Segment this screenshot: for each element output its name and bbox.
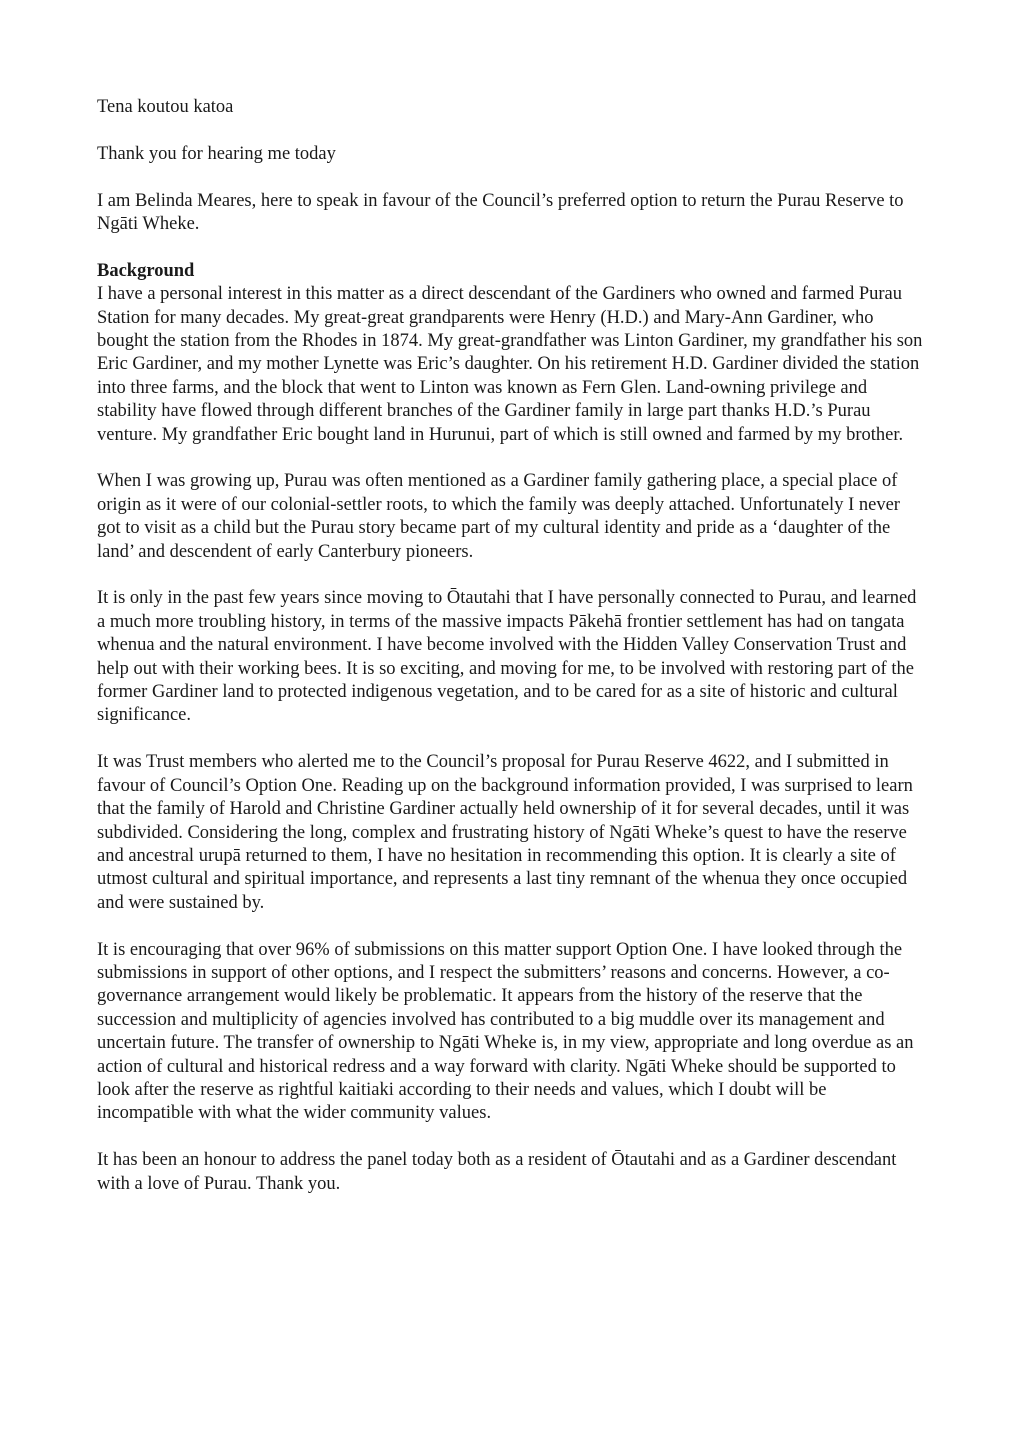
trust-paragraph: It was Trust members who alerted me to the Council’s proposal for Purau Reserve 4622, and I submitted in favour of Council’s Option One. Reading up on the background information provided, I was surprised to learn that the family of Harold and Christine Gardiner actually held ownership of it for several decades, until it was subdivided. Considering the long, complex and frustrating history of Ngāti Wheke’s quest to have the reserve and ancestral urupā returned to them, I have no hesitation in recommending this option. It is clearly a site of utmost cultural and spiritual importance, and represents a last tiny remnant of the whenua they once occupied and were sustained by. (97, 752, 913, 913)
intro-paragraph: I am Belinda Meares, here to speak in favour of the Council’s preferred option to return the Purau Reserve to Ngāti Wheke. (97, 190, 904, 234)
growing-up-paragraph: When I was growing up, Purau was often mentioned as a Gardiner family gathering place, a special place of origin as it were of our colonial-settler roots, to which the family was deeply attached. Unfortunately I never got to visit as a child but the Purau story became part of my cultural identity and pride as a ‘daughter of the land’ and descendent of early Canterbury pioneers. (97, 471, 900, 562)
closing-paragraph: It has been an honour to address the panel today both as a resident of Ōtautahi and as a Gardiner descendant with a love of Purau. Thank you. (97, 1150, 897, 1194)
background-heading: Background (97, 260, 195, 281)
background-section (97, 260, 927, 447)
submissions-paragraph: It is encouraging that over 96% of submissions on this matter support Option One. I have looked through the submissions in support of other options, and I respect the submitters’ reasons and concerns. However, a co-governance arrangement would likely be problematic. It appears from the history of the reserve that the succession and multiplicity of agencies involved has contributed to a big muddle over its management and uncertain future. The transfer of ownership to Ngāti Wheke is, in my view, appropriate and long overdue as an action of cultural and historical redress and a way forward with clarity. Ngāti Wheke should be supported to look after the reserve as rightful kaitiaki according to their needs and values, which I doubt will be incompatible with what the wider community values. (97, 939, 914, 1124)
document-page (97, 96, 927, 1219)
background-paragraph: I have a personal interest in this matter as a direct descendant of the Gardiners who owned and farmed Purau Station for many decades. My great-great grandparents were Henry (H.D.) and Mary-Ann Gardiner, who bought the station from the Rhodes in 1874. My great-grandfather was Linton Gardiner, my grandfather his son Eric Gardiner, and my mother Lynette was Eric’s daughter. On his retirement H.D. Gardiner divided the station into three farms, and the block that went to Linton was known as Fern Glen. Land-owning privilege and stability have flowed through different branches of the Gardiner family in large part thanks H.D.’s Purau venture. My grandfather Eric bought land in Hurunui, part of which is still owned and farmed by my brother. (97, 284, 923, 445)
thanks-line: Thank you for hearing me today (97, 143, 336, 164)
otautahi-paragraph: It is only in the past few years since moving to Ōtautahi that I have personally connected to Purau, and learned a much more troubling history, in terms of the massive impacts Pākehā frontier settlement has had on tangata whenua and the natural environment. I have become involved with the Hidden Valley Conservation Trust and help out with their working bees. It is so exciting, and moving for me, to be involved with restoring part of the former Gardiner land to protected indigenous vegetation, and to be cared for as a site of historic and cultural significance. (97, 588, 917, 726)
greeting: Tena koutou katoa (97, 97, 234, 117)
